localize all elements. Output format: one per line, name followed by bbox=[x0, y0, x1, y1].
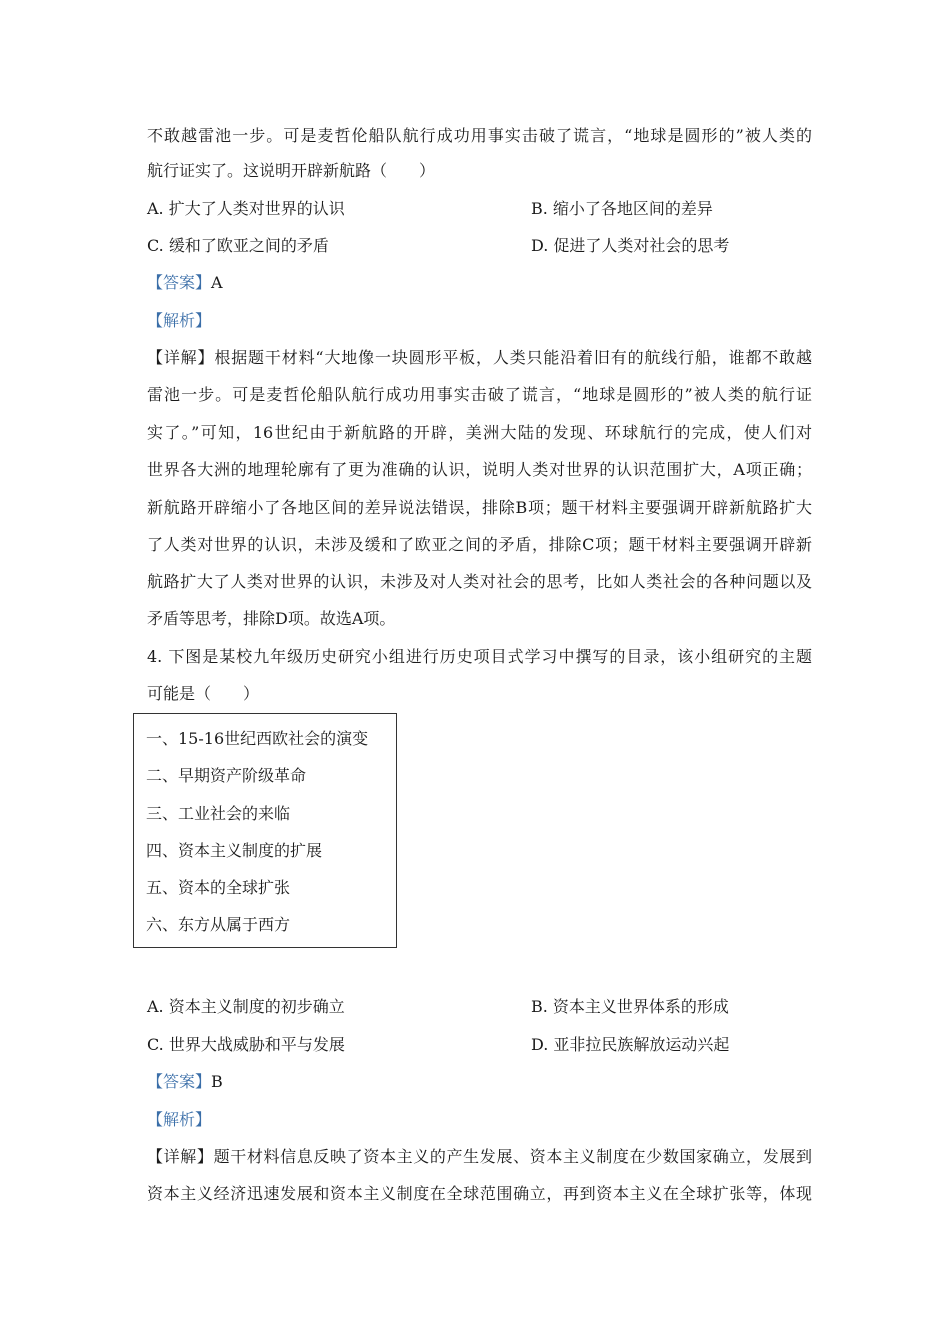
q4-analysis-tag: 【解析】 bbox=[147, 1110, 212, 1129]
q4-detail-line-1 bbox=[147, 1146, 812, 1168]
toc-item: 二、早期资产阶级革命 bbox=[146, 766, 307, 785]
q4-detail-line-2: 资本主义经济迅速发展和资本主义制度在全球范围确立，再到资本主义在全球扩张等，体现 bbox=[147, 1184, 812, 1203]
toc-item: 三、工业社会的来临 bbox=[146, 804, 291, 823]
q4-stem-line-1: 4. 下图是某校九年级历史研究小组进行历史项目式学习中撰写的目录，该小组研究的主题 bbox=[147, 647, 812, 666]
answer-value: A bbox=[211, 273, 223, 292]
q3-answer bbox=[147, 272, 223, 294]
q4-answer bbox=[147, 1071, 223, 1093]
detail-text: 根据题干材料“大地像一块圆形平板，人类只能沿着旧有的航线行船，谁都不敢越 bbox=[214, 348, 812, 367]
q3-option-c: C. 缓和了欧亚之间的矛盾 bbox=[147, 236, 329, 255]
answer-tag: 【答案】 bbox=[147, 1072, 212, 1091]
answer-tag: 【答案】 bbox=[147, 273, 212, 292]
detail-text: 题干材料信息反映了资本主义的产生发展、资本主义制度在少数国家确立，发展到 bbox=[213, 1147, 812, 1166]
toc-item: 四、资本主义制度的扩展 bbox=[146, 841, 323, 860]
q4-option-d: D. 亚非拉民族解放运动兴起 bbox=[531, 1035, 730, 1054]
answer-value: B bbox=[211, 1072, 223, 1091]
q3-option-a: A. 扩大了人类对世界的认识 bbox=[147, 199, 345, 218]
q3-detail-line-5: 新航路开辟缩小了各地区间的差异说法错误，排除B项；题干材料主要强调开辟新航路扩大 bbox=[147, 498, 812, 517]
q3-option-d: D. 促进了人类对社会的思考 bbox=[531, 236, 730, 255]
detail-tag: 【详解】 bbox=[147, 1147, 214, 1166]
q3-detail-line-3: 实了。”可知，16世纪由于新航路的开辟，美洲大陆的发现、环球航行的完成，使人们对 bbox=[147, 423, 812, 442]
toc-item: 一、15-16世纪西欧社会的演变 bbox=[146, 729, 369, 748]
toc-item: 五、资本的全球扩张 bbox=[146, 878, 291, 897]
table-of-contents-box bbox=[133, 713, 397, 948]
q3-detail-line-7: 航路扩大了人类对世界的认识，未涉及对人类对社会的思考，比如人类社会的各种问题以及 bbox=[147, 572, 812, 591]
detail-tag: 【详解】 bbox=[147, 348, 215, 367]
q3-detail-line-1 bbox=[147, 347, 812, 369]
q4-option-a: A. 资本主义制度的初步确立 bbox=[147, 997, 345, 1016]
toc-item: 六、东方从属于西方 bbox=[146, 915, 291, 934]
q4-option-b: B. 资本主义世界体系的形成 bbox=[531, 997, 729, 1016]
q3-detail-line-6: 了人类对世界的认识，未涉及缓和了欧亚之间的矛盾，排除C项；题干材料主要强调开辟新 bbox=[147, 535, 812, 554]
q3-detail-line-4: 世界各大洲的地理轮廓有了更为准确的认识，说明人类对世界的认识范围扩大，A项正确； bbox=[147, 460, 812, 479]
q3-stem-line-2: 航行证实了。这说明开辟新航路（ ） bbox=[147, 161, 436, 180]
q3-analysis-tag: 【解析】 bbox=[147, 311, 212, 330]
q3-detail-line-2: 雷池一步。可是麦哲伦船队航行成功用事实击破了谎言，“地球是圆形的”被人类的航行证 bbox=[147, 385, 812, 404]
q4-option-c: C. 世界大战威胁和平与发展 bbox=[147, 1035, 345, 1054]
q3-detail-line-8: 矛盾等思考，排除D项。故选A项。 bbox=[147, 609, 396, 628]
q3-stem-line-1: 不敢越雷池一步。可是麦哲伦船队航行成功用事实击破了谎言，“地球是圆形的”被人类的 bbox=[147, 126, 812, 145]
q3-option-b: B. 缩小了各地区间的差异 bbox=[531, 199, 713, 218]
q4-stem-line-2: 可能是（ ） bbox=[147, 684, 260, 703]
